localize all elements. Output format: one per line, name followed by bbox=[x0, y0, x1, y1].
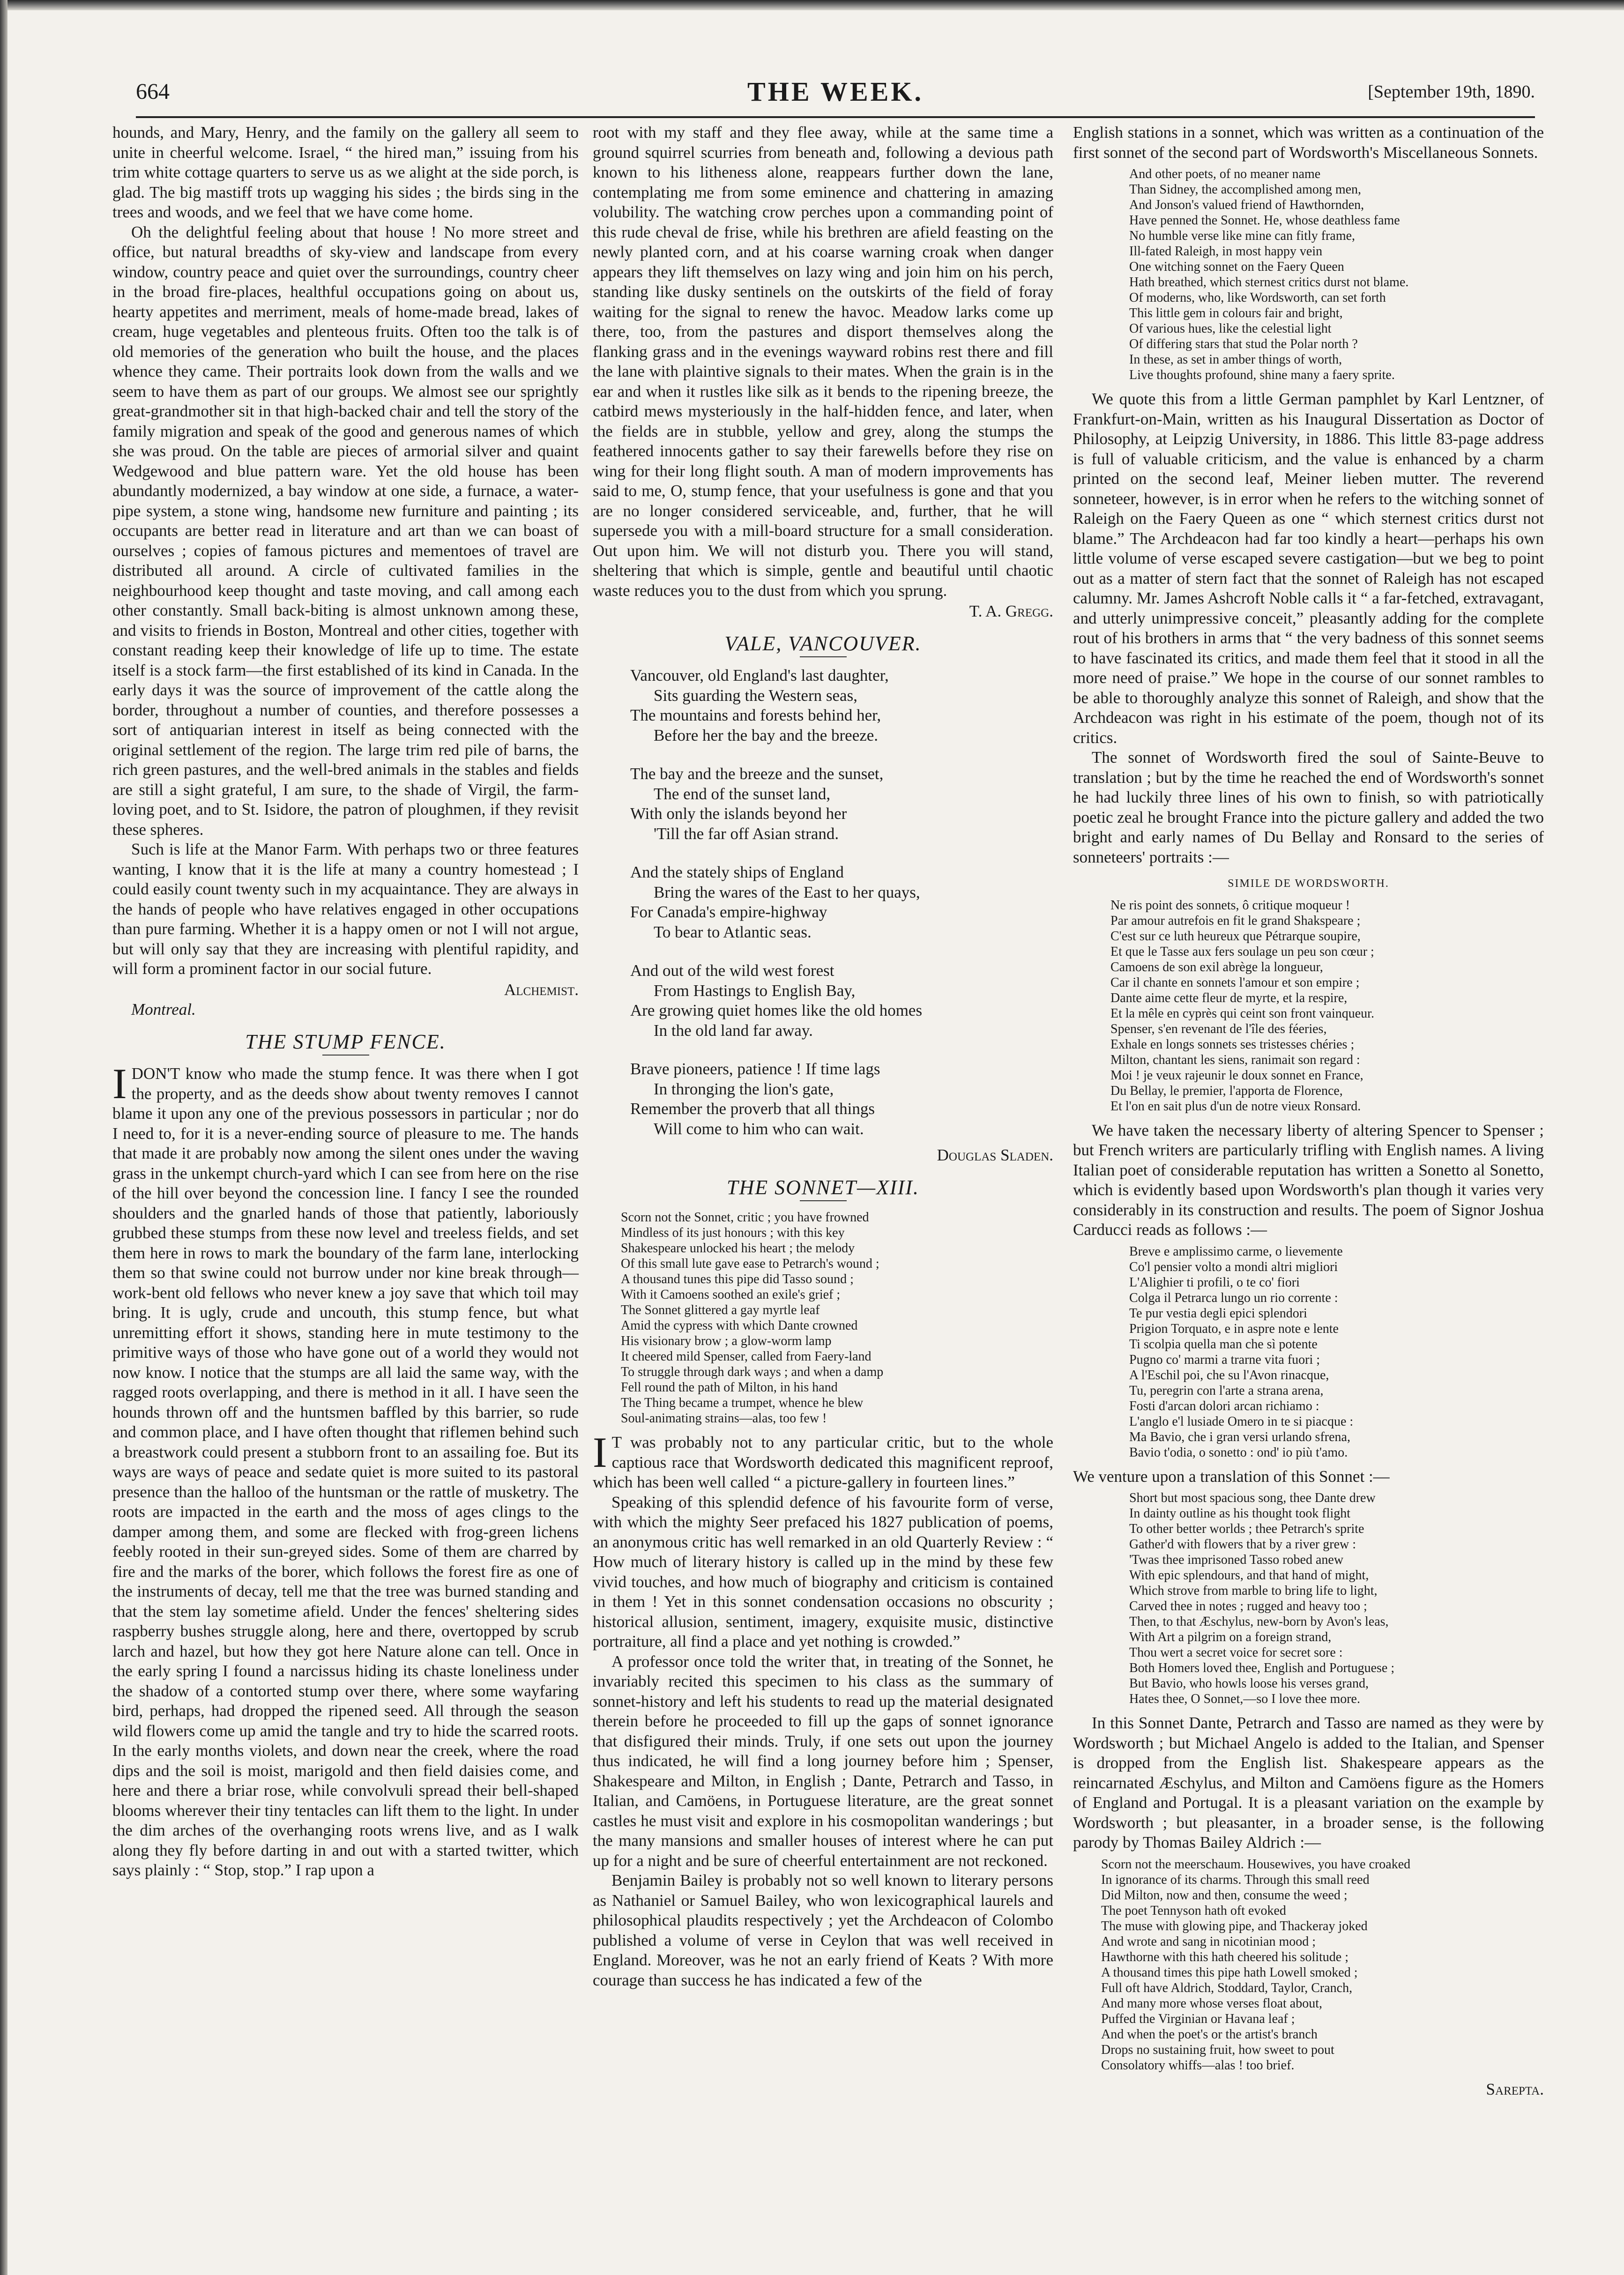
stanza bbox=[630, 1059, 1053, 1139]
verse-line: Vancouver, old England's last daughter, bbox=[630, 666, 889, 684]
paragraph: root with my staff and they flee away, while at the same time a ground squirrel scurries from beneath and, following a devious path known to his litheness alone, reappears further down the lane, contemplating me from some eminence and chattering in amazing volubility. The watching crow perches upon a commanding point of this rude cheval de frise, while his brethren are afield feasting on the newly planted corn, and at his coarse warning croak when danger appears they lift themselves on lazy wing and join him on his perch, standing like dusky sentinels on the outskirts of the field of foray waiting for the signal to renew the havoc. Meadow larks come up there, too, from the pastures and disport themselves along the flanking grass and in the evenings wayward robins rest there and fill the lane with plaintive signals to their mates. When the grain is in the ear and when it rustles like silk as it bends to the ripening breeze, the catbird mews mysteriously in the half-hidden fence, and later, when the fields are in stubble, yellow and grey, along the stumps the feathered innocents gather to say their farewells before they rise on wing for their long flight south. A man of modern improvements has said to me, O, stump fence, that your usefulness is gone and that you are no longer considered serviceable, and, further, that he will supersede you with a mill-board structure for a small consideration. Out upon him. We will not disturb you. There you will stand, sheltering that which is simple, gentle and beautiful until chaotic waste reduces you to the dust from which you sprung. bbox=[593, 123, 1053, 600]
paragraph: We have taken the necessary liberty of altering Spencer to Spenser ; but French writers are particularly trifling with English names. A living Italian poet of considerable reputation has written a Sonetto al Sonetto, which is evidently based upon Wordsworth's plan though it varies very considerably in its construction and results. The poem of Signor Joshua Carducci reads as follows :— bbox=[1073, 1121, 1544, 1239]
verse-line: Sits guarding the Western seas, bbox=[654, 686, 857, 705]
poem-vale-vancouver bbox=[630, 666, 1053, 1139]
verse-line: Te pur vestia degli epici splendori bbox=[1129, 1306, 1307, 1321]
verse-line: Breve e amplissimo carme, o lievemente bbox=[1129, 1244, 1343, 1259]
verse-line: Drops no sustaining fruit, how sweet to pout bbox=[1101, 2042, 1334, 2057]
verse-line: Gather'd with flowers that by a river grew : bbox=[1129, 1537, 1356, 1552]
header-rule bbox=[136, 116, 1535, 118]
verse-line: Spenser, s'en revenant de l'île des féeries, bbox=[1110, 1021, 1327, 1036]
translation-sonnet bbox=[1129, 1490, 1544, 1707]
verse-line: 'Till the far off Asian strand. bbox=[654, 824, 839, 843]
verse-line: Scorn not the Sonnet, critic ; you have frowned bbox=[621, 1210, 869, 1225]
verse-line: Et la mêle en cyprès qui ceint son front vainqueur. bbox=[1110, 1006, 1374, 1021]
verse-line: And wrote and sang in nicotinian mood ; bbox=[1101, 1934, 1316, 1949]
verse-line: Before her the bay and the breeze. bbox=[654, 726, 879, 744]
verse-line: And out of the wild west forest bbox=[630, 961, 834, 980]
verse-line: Ma Bavio, che i gran versi urlando sfrena, bbox=[1129, 1429, 1350, 1444]
verse-line: This little gem in colours fair and bright, bbox=[1129, 306, 1343, 320]
poem-title: VALE, VANCOUVER. bbox=[724, 632, 922, 655]
parody-sonnet bbox=[1101, 1857, 1544, 2073]
verse-line: The poet Tennyson hath oft evoked bbox=[1101, 1903, 1286, 1918]
verse-line: Puffed the Virginian or Havana leaf ; bbox=[1101, 2011, 1295, 2026]
paragraph: Such is life at the Manor Farm. With perhaps two or three features wanting, I know that it is the life at many a country homestead ; I could easily count twenty such in my acquaintance. They are always in the hands of people who have relatives engaged in other occupations than pure farming. Whether it is a happy omen or not I will not argue, but will only say that they are increasing with plentiful rapidity, and will form a prominent factor in our social future. bbox=[112, 840, 579, 978]
verse-line: Et que le Tasse aux fers soulage un peu son cœur ; bbox=[1110, 944, 1374, 959]
verse-line: Of various hues, like the celestial light bbox=[1129, 321, 1332, 336]
verse-line: To bear to Atlantic seas. bbox=[654, 922, 812, 941]
verse-line: Of differing stars that stud the Polar north ? bbox=[1129, 337, 1358, 351]
verse-line: Did Milton, now and then, consume the weed ; bbox=[1101, 1888, 1348, 1903]
verse-line: Both Homers loved thee, English and Portuguese ; bbox=[1129, 1661, 1395, 1675]
wordsworth-sonnet bbox=[621, 1210, 1053, 1426]
verse-line: The bay and the breeze and the sunset, bbox=[630, 765, 884, 783]
french-sonnet bbox=[1110, 898, 1544, 1114]
scan-edge-left bbox=[0, 0, 7, 2275]
verse-line: One witching sonnet on the Faery Queen bbox=[1129, 260, 1344, 274]
verse-line: L'anglo e'l lusiade Omero in te si piacque : bbox=[1129, 1414, 1354, 1429]
verse-line: Amid the cypress with which Dante crowned bbox=[621, 1318, 858, 1333]
paragraph: The sonnet of Wordsworth fired the soul of Sainte-Beuve to translation ; but by the time he reached the end of Wordsworth's sonnet he had luckily three lines of his own to finish, so with patriotically poetic zeal he brought France into the picture gallery and added the two bright and early names of Du Bellay and Ronsard to the series of sonneteers' portraits :— bbox=[1073, 748, 1544, 866]
verse-line: Par amour autrefois en fit le grand Shakspeare ; bbox=[1110, 913, 1361, 928]
verse-line: And the stately ships of England bbox=[630, 863, 844, 881]
verse-line: The Thing became a trumpet, whence he blew bbox=[621, 1396, 864, 1410]
verse-line: Are growing quiet homes like the old homes bbox=[630, 1001, 923, 1019]
verse-line: And when the poet's or the artist's branch bbox=[1101, 2027, 1318, 2042]
verse-line: Mindless of its just honours ; with this key bbox=[621, 1226, 845, 1240]
verse-line: From Hastings to English Bay, bbox=[654, 981, 856, 1000]
issue-date: [September 19th, 1890. bbox=[1368, 82, 1535, 102]
verse-line: Brave pioneers, patience ! If time lags bbox=[630, 1060, 880, 1078]
verse-line: A thousand times this pipe hath Lowell smoked ; bbox=[1101, 1965, 1358, 1980]
verse-line: The mountains and forests behind her, bbox=[630, 706, 881, 724]
paragraph: Benjamin Bailey is probably not so well known to literary persons as Nathaniel or Samuel Bailey, who won lexicographical laurels and philosophical plaudits respectively ; yet the Archdeacon of Colombo published a volume of verse in Ceylon that was well received in England. Moreover, was he not an early friend of Keats ? With more courage than success he has indicated a few of the bbox=[593, 1871, 1053, 1989]
verse-line: With it Camoens soothed an exile's grief ; bbox=[621, 1287, 841, 1302]
column-2 bbox=[593, 123, 1053, 1990]
title-rule bbox=[800, 1200, 847, 1201]
verse-line: Ill-fated Raleigh, in most happy vein bbox=[1129, 244, 1323, 259]
stanza bbox=[630, 666, 1053, 745]
verse-line: Exhale en longs sonnets ses tristesses chéries ; bbox=[1110, 1037, 1355, 1052]
paragraph: English stations in a sonnet, which was written as a continuation of the first sonnet of the second part of Wordsworth's Miscellaneous Sonnets. bbox=[1073, 123, 1544, 162]
verse-line: In thronging the lion's gate, bbox=[654, 1079, 834, 1098]
verse-line: To struggle through dark ways ; and when a damp bbox=[621, 1365, 884, 1379]
signature: T. A. Gregg. bbox=[969, 602, 1053, 620]
verse-line: In dainty outline as his thought took flight bbox=[1129, 1506, 1351, 1521]
verse-line: Car il chante en sonnets l'amour et son empire ; bbox=[1110, 975, 1360, 990]
verse-line: Which strove from marble to bring life to light, bbox=[1129, 1584, 1378, 1598]
signature: Alchemist. bbox=[504, 980, 579, 999]
verse-line: Milton, chantant les siens, ranimait son regard : bbox=[1110, 1052, 1360, 1067]
verse-line: Thou wert a secret voice for secret sore : bbox=[1129, 1645, 1343, 1660]
verse-line: The end of the sunset land, bbox=[654, 784, 831, 803]
column-3 bbox=[1073, 123, 1544, 2099]
verse-line: C'est sur ce luth heureux que Pétrarque soupire, bbox=[1110, 929, 1361, 944]
paragraph: In this Sonnet Dante, Petrarch and Tasso are named as they were by Wordsworth ; but Michael Angelo is added to the Italian, and Spenser is dropped from the English list. Shakespeare appears as the reincarnated Æschylus, and Milton and Camöens figure as the Homers of England and Portugal. It is a pleasant variation on the example by Wordsworth ; but pleasanter, in a broader sense, is the following parody by Thomas Bailey Aldrich :— bbox=[1073, 1714, 1544, 1851]
verse-line: L'Alighier ti profili, o te co' fiori bbox=[1129, 1275, 1300, 1290]
signature: Sarepta. bbox=[1486, 2080, 1544, 2098]
verse-line: Consolatory whiffs—alas ! too brief. bbox=[1101, 2058, 1295, 2073]
verse-line: Have penned the Sonnet. He, whose deathless fame bbox=[1129, 213, 1400, 228]
title-rule bbox=[800, 656, 847, 657]
verse-line: Tu, peregrin con l'arte a strana arena, bbox=[1129, 1383, 1324, 1398]
verse-line: A l'Eschil poi, che su l'Avon rinacque, bbox=[1129, 1368, 1329, 1383]
paragraph: We venture upon a translation of this Sonnet :— bbox=[1073, 1467, 1390, 1486]
verse-line: And many more whose verses float about, bbox=[1101, 1996, 1322, 2011]
verse-line: Live thoughts profound, shine many a faery sprite. bbox=[1129, 368, 1395, 382]
verse-line: No humble verse like mine can fitly frame, bbox=[1129, 229, 1356, 243]
verse-line: Prigion Torquato, e in aspre note e lente bbox=[1129, 1321, 1339, 1336]
verse-line: Soul-animating strains—alas, too few ! bbox=[621, 1411, 827, 1426]
verse-line: Et l'on en sait plus d'un de notre vieux Ronsard. bbox=[1110, 1099, 1361, 1114]
verse-line: The Sonnet glittered a gay myrtle leaf bbox=[621, 1303, 820, 1317]
verse-line: With epic splendours, and that hand of might, bbox=[1129, 1568, 1369, 1583]
paragraph: Oh the delightful feeling about that house ! No more street and office, but natural breadths of sky-view and landscape from every window, country peace and quiet over the surroundings, country cheer in the broad fire-places, healthful occupations going on about us, hearty appetites and merriment, meals of home-made bread, lakes of cream, huge vegetables and plenteous fruits. Often too the talk is of old memories of the generation who built the house, and the places whence they came. Their portraits look down from the walls and we seem to have them as part of our groups. We almost see our sprightly great-grandmother sit in that high-backed chair and tell the story of the family migration and speak of the good and generous names of which she was proud. On the table are pieces of armorial silver and quaint Wedgewood and blue pattern ware. Yet the old house has been abundantly modernized, a bay window at one side, a furnace, a water-pipe system, a stone wing, handsome new furniture and painting ; its occupants are better read in literature and art than we can boast of ourselves ; copies of famous pictures and mementoes of travel are distributed all around. A circle of cultivated families in the neighbourhood keep thought and taste moving, and call among each other constantly. Small back-biting is almost unknown among these, and visits to friends in Boston, Montreal and other cities, together with constant reading keep their knowledge of life up to time. The estate itself is a stock farm—the first established of its kind in Canada. In the early days it was the source of improvement of the cattle along the border, throughout a number of counties, and therefore possesses a sort of antiquarian interest in itself as being connected with the original settlement of the region. The large trim red pile of barns, the rich green pastures, and the well-bred animals in the stables and fields are still a sight grateful, I am sure, to the shade of Virgil, the farm-loving poet, and to St. Isidore, the patron of ploughmen, if they revisit these spheres. bbox=[112, 223, 579, 839]
paragraph: hounds, and Mary, Henry, and the family on the gallery all seem to unite in cheerful welcome. Israel, “ the hired man,” issuing from his trim white cottage quarters to serve us as we alight at the side porch, is glad. The big mastiff trots up wagging his sides ; the birds sing in the trees and woods, and we feel that we have come home. bbox=[112, 123, 579, 221]
verse-line: Ti scolpia quella man che sì potente bbox=[1129, 1337, 1318, 1352]
verse-line: For Canada's empire-highway bbox=[630, 903, 827, 921]
verse-line: Fosti d'arcan dolori arcan richiamo : bbox=[1129, 1398, 1319, 1413]
article-title: THE SONNET—XIII. bbox=[727, 1175, 919, 1199]
stanza bbox=[630, 862, 1053, 942]
verse-line: And Jonson's valued friend of Hawthornden, bbox=[1129, 198, 1364, 212]
verse-line: 'Twas thee imprisoned Tasso robed anew bbox=[1129, 1553, 1344, 1567]
paragraph: We quote this from a little German pamphlet by Karl Lentzner, of Frankfurt-on-Main, written as his Inaugural Dissertation as Doctor of Philosophy, at Leipzig University, in 1886. This little 83-page address is full of valuable criticism, and the value is enhanced by a charm printed on the second leaf, Meiner lieben mutter. The reverend sonneteer, however, is in error when he refers to the witching sonnet of Raleigh on the Faery Queen as one “ which sternest critics durst not blame.” The Archdeacon had far too kindly a heart—perhaps his own little volume of verse escaped severe castigation—but we beg to point out as a matter of stern fact that the sonnet of Raleigh has not escaped calumny. Mr. James Ashcroft Noble calls it “ a far-fetched, extravagant, and utterly unimpressive conceit,” pleasantly adding for the complete rout of his brothers in arms that “ the very badness of this sonnet seems to have fascinated its critics, and made them feel that it stood in all the more need of praise.” We hope in the course of our sonnet rambles to be able to thoroughly analyze this sonnet of Raleigh, and show that the Archdeacon was right in his estimate of the poem, though not of its critics. bbox=[1073, 390, 1544, 747]
verse-line: Hates thee, O Sonnet,—so I love thee more. bbox=[1129, 1692, 1360, 1706]
stanza bbox=[630, 961, 1053, 1041]
verse-line: Shakespeare unlocked his heart ; the melody bbox=[621, 1241, 855, 1256]
verse-line: Colga il Petrarca lungo un rio corrente : bbox=[1129, 1290, 1338, 1305]
verse-line: Moi ! je veux rajeunir le doux sonnet en France, bbox=[1110, 1068, 1363, 1083]
verse-line: Full oft have Aldrich, Stoddard, Taylor, Cranch, bbox=[1101, 1980, 1353, 1995]
verse-line: Carved thee in notes ; rugged and heavy too ; bbox=[1129, 1599, 1367, 1613]
verse-line: Co'l pensier volto a mondi altri migliori bbox=[1129, 1259, 1338, 1274]
verse-line: But Bavio, who howls loose his verses grand, bbox=[1129, 1676, 1369, 1691]
verse-line: With only the islands beyond her bbox=[630, 804, 847, 823]
paragraph: Speaking of this splendid defence of his favourite form of verse, with which the mighty Seer prefaced his 1827 publication of poems, an anonymous critic has well remarked in an old Quarterly Review : “ How much of literary history is called up in the mind by these few vivid touches, and how much of biography and criticism is contained in them ! Yet in this sonnet condensation occasions no obscurity ; historical allusion, sentiment, imagery, exquisite music, distinctive portraiture, all find a place and yet nothing is crowded.” bbox=[593, 1493, 1053, 1650]
paragraph: A professor once told the writer that, in treating of the Sonnet, he invariably recited this specimen to his class as the summary of sonnet-history and left his students to read up the material designated therein before he proceeded to fill up the gaps of sonnet ignorance that disfigured their minds. Truly, if one sets out upon the journey thus indicated, he will find a long journey before him ; Spenser, Shakespeare and Milton, in English ; Dante, Petrarch and Tasso, in Italian, and Camöens, in Portuguese literature, are the great sonnet castles he must visit and explore in his cosmopolitan wanderings ; but the many mansions and smaller houses of interest where he can put up for a night and be sure of cheerful entertainment are not reckoned. bbox=[593, 1652, 1053, 1870]
verse-line: Of moderns, who, like Wordsworth, can set forth bbox=[1129, 290, 1386, 305]
verse-line: His visionary brow ; a glow-worm lamp bbox=[621, 1334, 832, 1348]
page-number: 664 bbox=[136, 79, 170, 104]
verse-line: Bring the wares of the East to her quays, bbox=[654, 883, 920, 901]
verse-line: Hath breathed, which sternest critics durst not blame. bbox=[1129, 275, 1409, 290]
article-title: THE STUMP FENCE. bbox=[245, 1030, 446, 1053]
column-1 bbox=[112, 123, 579, 1881]
verse-line: In ignorance of its charms. Through this small reed bbox=[1101, 1872, 1370, 1887]
verse-line: And other poets, of no meaner name bbox=[1129, 167, 1321, 181]
section-heading: SIMILE DE WORDSWORTH. bbox=[1228, 877, 1389, 890]
verse-line: Than Sidney, the accomplished among men, bbox=[1129, 182, 1362, 197]
verse-line: With Art a pilgrim on a foreign strand, bbox=[1129, 1630, 1332, 1644]
verse-line: Short but most spacious song, thee Dante drew bbox=[1129, 1491, 1376, 1505]
verse-line: Fell round the path of Milton, in his hand bbox=[621, 1380, 838, 1395]
verse-line: Pugno co' marmi a trarne vita fuori ; bbox=[1129, 1352, 1320, 1367]
verse-line: Camoens de son exil abrège la longueur, bbox=[1110, 959, 1323, 974]
signature: Douglas Sladen. bbox=[937, 1146, 1053, 1164]
verse-line: Ne ris point des sonnets, ô critique moqueur ! bbox=[1110, 898, 1350, 913]
verse-line: Then, to that Æschylus, new-born by Avon's leas, bbox=[1129, 1614, 1389, 1629]
scan-edge-top bbox=[0, 0, 1624, 10]
verse-line: To other better worlds ; thee Petrarch's sprite bbox=[1129, 1522, 1364, 1536]
bailey-sonnet bbox=[1129, 166, 1544, 383]
stanza bbox=[630, 764, 1053, 844]
verse-line: Remember the proverb that all things bbox=[630, 1100, 875, 1118]
paragraph: IDON'T know who made the stump fence. It was there when I got the property, and as the deeds show about twenty removes I cannot blame it upon any one of the previous possessors in particular ; nor do I need to, for it is a never-ending source of pleasure to me. The hands that made it are probably now among the silent ones under the waving grass in the unkempt church-yard which I can see from here on the rise of the hill over beyond the concession line. I fancy I see the rounded shoulders and the gnarled hands of those that patiently, laboriously grubbed these stumps from these now level and treeless fields, and set them here in rows to mark the boundary of the farm lane, interlocking them so that swine could not burrow under nor kine break through—work-bent old fellows who never knew a joy save that which toil may bring. It is ugly, crude and uncouth, this stump fence, but what unremitting effort it shows, standing here in mute testimony to the primitive ways of those who have gone out of a world they would not now know. I notice that the stumps are all laid the same way, with the ragged roots overlapping, and there is method in it all. I have seen the hounds thrown off and the huntsmen baffled by this barrier, so rude and common place, and I have often thought that riflemen behind such a breastwork could present a stubborn front to an assailing foe. But its ways are ways of peace and sedate quiet is more suited to its pastoral presence than the halloo of the huntsman or the rattle of musketry. The roots are impacted in the earth and the moss of ages clings to the damper among them, and some are flecked with frog-green lichens feebly rooted in their sun-greyed sides. Some of them are charred by fire and the marks of the borer, which follows the forest fire as one of the instruments of decay, tell me that the tree was burned standing and that the stem lay sometime afield. Under the fences' sheltering sides raspberry bushes struggle along, here and there, overtopped by scrub larch and hazel, but how they got here Nature alone can tell. Once in the early spring I found a narcissus hiding its chaste loneliness under the shadow of a contorted stump over there, where some wayfaring bird, perhaps, had dropped the ripened seed. All through the season wild flowers come up amid the tangle and try to hide the scarred roots. In the early months violets, and down near the creek, where the road dips and the soil is moist, marigold and then field daisies come, and here and there a briar rose, while convolvuli spread their bell-shaped blooms wherever their tiny tentacles can lift them to the light. In under the dim arches of the overhanging roots wrens live, and as I walk along they fly before darting in and out with a started twitter, which says plainly : “ Stop, stop.” I rap upon a bbox=[112, 1060, 579, 1879]
italian-sonnet bbox=[1129, 1244, 1544, 1460]
verse-line: Dante aime cette fleur de myrte, et la respire, bbox=[1110, 990, 1348, 1005]
title-rule bbox=[322, 1055, 369, 1056]
verse-line: Of this small lute gave ease to Petrarch's wound ; bbox=[621, 1256, 879, 1271]
verse-line: Hawthorne with this hath cheered his solitude ; bbox=[1101, 1949, 1348, 1964]
page-header bbox=[136, 76, 1535, 116]
dateline-place: Montreal. bbox=[131, 1000, 196, 1019]
verse-line: Scorn not the meerschaum. Housewives, you have croaked bbox=[1101, 1857, 1411, 1872]
verse-line: Du Bellay, le premier, l'apporta de Florence, bbox=[1110, 1083, 1343, 1098]
verse-line: It cheered mild Spenser, called from Faery-land bbox=[621, 1349, 872, 1364]
verse-line: A thousand tunes this pipe did Tasso sound ; bbox=[621, 1272, 854, 1286]
journal-title: THE WEEK. bbox=[747, 76, 924, 107]
verse-line: Bavio t'odia, o sonetto : ond' io più t'amo. bbox=[1129, 1445, 1348, 1460]
verse-line: Will come to him who can wait. bbox=[654, 1119, 864, 1138]
verse-line: In the old land far away. bbox=[654, 1021, 813, 1040]
verse-line: In these, as set in amber things of worth, bbox=[1129, 352, 1342, 367]
paragraph: IT was probably not to any particular critic, but to the whole captious race that Wordsworth dedicated this magnificent reproof, which has been well called “ a picture-gallery in fourteen lines.” bbox=[593, 1428, 1053, 1491]
verse-line: The muse with glowing pipe, and Thackeray joked bbox=[1101, 1918, 1368, 1933]
